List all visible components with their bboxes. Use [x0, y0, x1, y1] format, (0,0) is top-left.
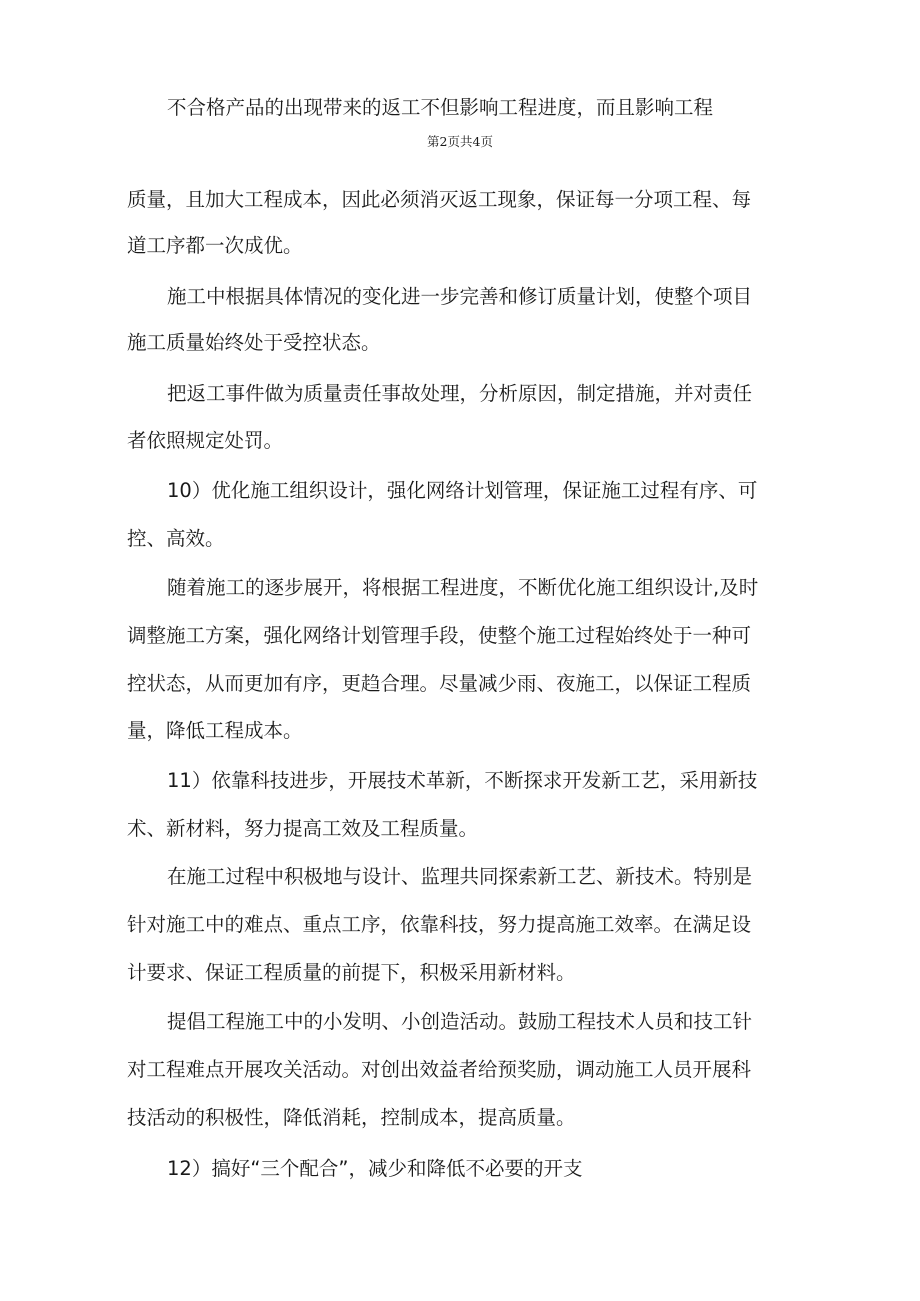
text-line: 控状态，从而更加有序，更趋合理。尽量减少雨、夜施工，以保证工程质 [127, 672, 752, 695]
text-line: 12）搞好“三个配合”，减少和降低不必要的开支 [167, 1157, 583, 1180]
text-line: 针对施工中的难点、重点工序，依靠科技，努力提高施工效率。在满足设 [127, 913, 752, 936]
text-line: 调整施工方案，强化网络计划管理手段，使整个施工过程始终处于一种可 [127, 624, 752, 647]
text-line: 技活动的积极性，降低消耗，控制成本，提高质量。 [127, 1106, 576, 1129]
text-line: 对工程难点开展攻关活动。对创出效益者给预奖励，调动施工人员开展科 [127, 1058, 752, 1081]
text-line: 量，降低工程成本。 [127, 719, 303, 742]
text-line: 把返工事件做为质量责任事故处理，分析原因，制定措施，并对责任 [167, 382, 753, 405]
text-line: 提倡工程施工中的小发明、小创造活动。鼓励工程技术人员和技工针 [167, 1010, 753, 1033]
text-line: 在施工过程中积极地与设计、监理共同探索新工艺、新技术。特别是 [167, 865, 753, 888]
text-line: 11）依靠科技进步，开展技术革新，不断探求开发新工艺，采用新技 [167, 769, 758, 792]
text-line: 施工质量始终处于受控状态。 [127, 331, 381, 354]
text-line: 计要求、保证工程质量的前提下，积极采用新材料。 [127, 961, 576, 984]
page-indicator: 第2页共4页 [427, 134, 493, 149]
text-line: 道工序都一次成优。 [127, 234, 303, 257]
text-line: 施工中根据具体情况的变化进一步完善和修订质量计划，使整个项目 [167, 285, 753, 308]
top-line: 不合格产品的出现带来的返工不但影响工程进度，而且影响工程 [167, 96, 714, 119]
text-line: 随着施工的逐步展开，将根据工程进度，不断优化施工组织设计,及时 [167, 576, 759, 599]
text-line: 者依照规定处罚。 [127, 429, 284, 452]
text-line: 质量，且加大工程成本，因此必须消灭返工现象，保证每一分项工程、每 [127, 188, 752, 211]
text-line: 10）优化施工组织设计，强化网络计划管理，保证施工过程有序、可 [167, 479, 758, 502]
text-line: 术、新材料，努力提高工效及工程质量。 [127, 817, 479, 840]
text-line: 控、高效。 [127, 527, 225, 550]
